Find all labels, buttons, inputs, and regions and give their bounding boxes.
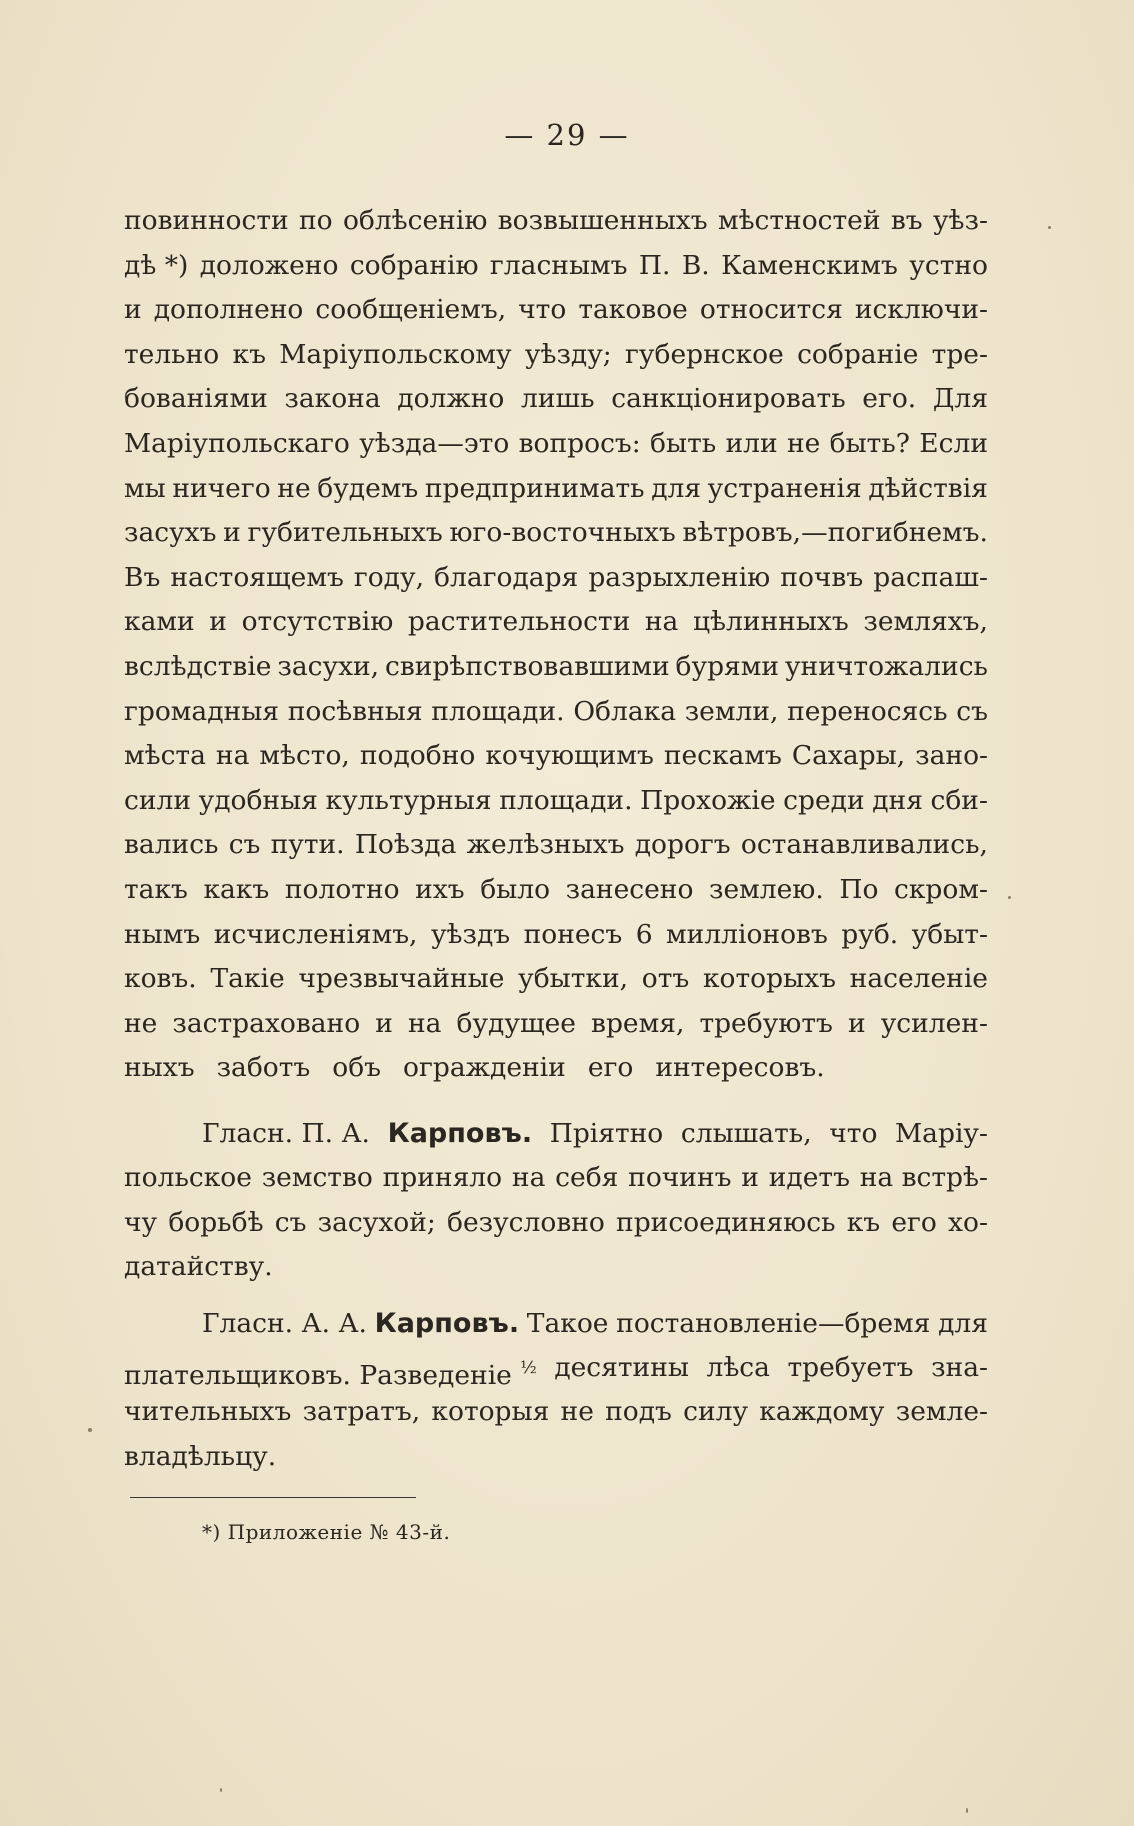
paper-speck <box>220 1788 222 1792</box>
word: мѣсто, <box>259 740 350 772</box>
word: не <box>786 428 821 459</box>
word: полотно <box>284 874 400 905</box>
word: интересовъ. <box>655 1052 825 1084</box>
word: подобно <box>359 740 476 772</box>
word: почвъ <box>780 561 864 593</box>
footnote-divider <box>130 1497 416 1498</box>
text-line <box>124 203 988 239</box>
word: не <box>124 1007 158 1039</box>
word: дополнено <box>153 294 304 326</box>
paper-speck <box>88 1428 92 1432</box>
speech2-second-line <box>124 1350 988 1394</box>
text-line <box>124 738 988 774</box>
word: сообщеніемъ, <box>315 294 507 326</box>
word: устно <box>909 249 988 281</box>
word: уѣзду; <box>524 338 612 370</box>
word: Такое <box>526 1308 609 1339</box>
word: ковъ. <box>124 963 197 995</box>
text-line <box>124 917 988 953</box>
word: относится <box>699 294 843 326</box>
word: и <box>223 517 241 549</box>
word: уничтожались <box>784 651 988 682</box>
text-line <box>124 1205 988 1241</box>
word: доложено <box>199 249 339 281</box>
word: застраховано <box>172 1007 361 1039</box>
word: ками <box>124 606 195 638</box>
word: засухъ <box>124 517 217 549</box>
word: Каменскимъ <box>721 249 898 281</box>
word: Такіе <box>210 963 285 995</box>
word: санкціонировать <box>611 383 846 415</box>
word: такъ <box>124 874 188 905</box>
word: Въ <box>124 561 161 593</box>
word: среди <box>783 784 865 816</box>
paper-speck <box>1048 226 1051 229</box>
word: уѣз- <box>932 205 988 236</box>
word: съ <box>274 1206 307 1238</box>
word: бурями <box>675 651 780 682</box>
word: пути. <box>270 829 345 861</box>
word: Для <box>932 383 988 415</box>
word: земство <box>261 1162 373 1193</box>
text-line <box>124 783 988 819</box>
word: будущее <box>456 1007 576 1039</box>
word: тельно <box>124 338 220 370</box>
word: году, <box>353 561 425 593</box>
word: П. <box>638 249 671 281</box>
word: на <box>644 606 679 638</box>
word: убытки, <box>518 963 629 995</box>
word: облѣсенію <box>342 205 488 236</box>
word: мѣста <box>124 740 206 772</box>
word: лишь <box>521 383 595 415</box>
speech2-speaker: Карповъ. <box>374 1308 520 1339</box>
word: культурныя <box>325 784 492 816</box>
word: слышать, <box>680 1118 812 1149</box>
word: по <box>298 205 333 236</box>
word: усилен- <box>880 1007 988 1039</box>
word: собраніе <box>797 338 919 370</box>
text-line <box>124 292 988 328</box>
word: удобныя <box>198 784 318 816</box>
word: 6 <box>635 918 653 950</box>
word: чительныхъ <box>124 1396 292 1427</box>
word: или <box>725 428 778 459</box>
word: землею. <box>709 874 824 905</box>
word: ихъ <box>415 874 465 905</box>
word: и <box>741 1162 759 1193</box>
word: закона <box>284 383 381 415</box>
word: отсутствію <box>241 606 394 638</box>
word: требуютъ <box>699 1007 833 1039</box>
text-line <box>124 337 988 373</box>
word: себя <box>555 1162 619 1193</box>
speech1-speaker: Карповъ. <box>387 1118 533 1149</box>
word: объ <box>332 1052 382 1084</box>
word: десятины <box>554 1352 689 1383</box>
word: съ <box>228 829 261 861</box>
word: должно <box>397 383 505 415</box>
word: лѣса <box>706 1352 770 1383</box>
word: губительныхъ <box>247 517 443 549</box>
word: вались <box>124 829 219 861</box>
word: гласнымъ <box>489 249 628 281</box>
word: отъ <box>641 963 690 995</box>
text-line <box>124 381 988 417</box>
paper-speck <box>966 1808 968 1813</box>
word: хо- <box>948 1206 988 1238</box>
word: Пріятно <box>549 1118 664 1149</box>
text-line <box>124 1439 988 1475</box>
word: быть? <box>829 428 910 459</box>
text-line <box>124 1249 988 1285</box>
word: бованіями <box>124 383 268 415</box>
text-line <box>124 961 988 997</box>
word: какъ <box>203 874 270 905</box>
word: возвышенныхъ <box>497 205 708 236</box>
word: нымъ <box>124 918 201 950</box>
word: присоединяюсь <box>616 1206 836 1238</box>
word: время, <box>591 1007 685 1039</box>
word: и <box>375 1007 393 1039</box>
word: силу <box>683 1396 749 1427</box>
word: быть <box>650 428 717 459</box>
word: Маріупольскаго <box>124 428 350 459</box>
word: разрыхленію <box>588 561 771 593</box>
word: его <box>891 1206 937 1238</box>
word: ничего <box>172 472 271 504</box>
word: предпринимать <box>424 472 645 504</box>
word: желѣзныхъ <box>466 829 625 861</box>
text-line <box>124 1006 988 1042</box>
word: площади. <box>499 784 633 816</box>
word: безусловно <box>447 1206 605 1238</box>
word: его <box>587 1052 634 1084</box>
word: Облака <box>573 695 676 727</box>
word: на встрѣ- <box>859 1162 988 1193</box>
word: дѣ *) <box>124 249 189 281</box>
word: чрезвычайные <box>298 963 505 995</box>
word: исчисленіямъ, <box>213 918 418 950</box>
word: переносясь <box>787 695 948 727</box>
text-line <box>124 872 988 908</box>
word: съ <box>956 695 988 727</box>
word: будемъ <box>317 472 419 504</box>
word: милліоновъ <box>666 918 828 950</box>
word: тре- <box>931 338 988 370</box>
word: мѣстностей <box>717 205 881 236</box>
word: Сахары, <box>791 740 906 772</box>
word: понесъ <box>523 918 623 950</box>
word: зано- <box>915 740 988 772</box>
word: собранію <box>349 249 479 281</box>
word: идетъ <box>768 1162 850 1193</box>
word: заботъ <box>216 1052 311 1084</box>
footnote: *) Приложеніе № 43-й. <box>202 1520 451 1544</box>
word: Маріупольскому <box>279 338 512 370</box>
word: что <box>518 294 567 326</box>
word: которыя <box>431 1396 550 1427</box>
word: на <box>407 1007 442 1039</box>
word: которыхъ <box>702 963 836 995</box>
text-line <box>124 248 988 284</box>
word: датайству. <box>124 1251 273 1282</box>
word: на <box>215 740 250 772</box>
text-line <box>124 827 988 863</box>
word: постановленіе—бремя <box>616 1308 931 1339</box>
word: уѣздъ <box>430 918 511 950</box>
word: для <box>651 472 702 504</box>
text-line <box>124 560 988 596</box>
word: для <box>938 1308 988 1339</box>
word: владѣльцу. <box>124 1440 277 1472</box>
word: громадныя <box>124 695 280 727</box>
text-line <box>124 515 988 551</box>
word: дня <box>872 784 923 816</box>
word: требуетъ <box>787 1352 914 1383</box>
word: польское <box>124 1162 252 1193</box>
word: уѣзда—это <box>359 428 510 459</box>
text-line <box>124 604 988 640</box>
word: сили <box>124 784 192 816</box>
word: Поѣзда <box>354 829 457 861</box>
word: плательщиковъ. Разведеніе <box>124 1360 512 1391</box>
word: земляхъ, <box>863 606 988 638</box>
speech2-line2-start <box>124 1350 537 1394</box>
word: убыт- <box>911 918 988 950</box>
word: не <box>277 472 311 504</box>
text-line <box>124 1050 988 1086</box>
word: къ <box>232 338 266 370</box>
word: мы <box>124 472 166 504</box>
word: руб. <box>841 918 899 950</box>
word: скром- <box>894 874 988 905</box>
word: огражденіи <box>403 1052 566 1084</box>
word: устраненія <box>707 472 862 504</box>
word: его. <box>862 383 917 415</box>
text-line <box>124 694 988 730</box>
word: чу <box>124 1206 158 1238</box>
speech1-first-line <box>124 1116 988 1152</box>
word: починъ <box>628 1162 732 1193</box>
text-line <box>124 649 988 685</box>
word: приняло <box>382 1162 503 1193</box>
word: что <box>829 1118 878 1149</box>
text-line <box>124 426 988 462</box>
speech2-first-line <box>124 1306 988 1342</box>
word: площади. <box>431 695 565 727</box>
word: вѣтровъ,—погибнемъ. <box>682 517 988 549</box>
word: Прохожіе <box>640 784 776 816</box>
word: цѣлинныхъ <box>693 606 849 638</box>
speech2-prefix: Гласн. А. А. <box>202 1308 367 1339</box>
word: растительности <box>407 606 631 638</box>
word: въ <box>890 205 923 236</box>
word: борьбѣ <box>168 1206 264 1238</box>
word: кочующимъ <box>485 740 654 772</box>
word: останавливались, <box>740 829 988 861</box>
word: каждому <box>759 1396 885 1427</box>
word: земле- <box>895 1396 988 1427</box>
page-number: — 29 — <box>504 118 630 152</box>
word: пескамъ <box>663 740 782 772</box>
word: настоящемъ <box>170 561 344 593</box>
word: подъ <box>605 1396 672 1427</box>
word: было <box>480 874 551 905</box>
word: Маріу- <box>895 1118 988 1149</box>
word: свирѣпствовавшими <box>385 651 670 682</box>
word: повинности <box>124 205 289 236</box>
word: и <box>847 1007 866 1039</box>
word: занесено <box>565 874 694 905</box>
word: земли, <box>684 695 779 727</box>
paper-speck <box>1008 896 1011 899</box>
text-line <box>124 1160 988 1196</box>
word: засухи, <box>277 651 380 682</box>
speech1-prefix: Гласн. П. А. <box>202 1118 370 1149</box>
word: посѣвныя <box>287 695 423 727</box>
word: сби- <box>930 784 988 816</box>
word: къ <box>846 1206 881 1238</box>
word: затратъ, <box>302 1396 421 1427</box>
word: на <box>511 1162 546 1193</box>
word: ныхъ <box>124 1052 195 1084</box>
word: дорогъ <box>634 829 731 861</box>
word: населеніе <box>849 963 988 995</box>
word: и <box>209 606 227 638</box>
word: вслѣдствіе <box>124 651 272 682</box>
word: распаш- <box>873 561 988 593</box>
fraction: ½ <box>520 1358 537 1378</box>
word: губернское <box>625 338 784 370</box>
word: таковое <box>578 294 688 326</box>
word: зна- <box>931 1352 988 1383</box>
word: В. <box>681 249 710 281</box>
word: не <box>560 1396 594 1427</box>
text-line <box>124 471 988 507</box>
word: исключи- <box>854 294 988 326</box>
word: Если <box>919 428 988 459</box>
word: благодаря <box>434 561 579 593</box>
word: и <box>124 294 142 326</box>
word: засухой; <box>317 1206 436 1238</box>
word: дѣйствія <box>868 472 988 504</box>
word: юго-восточныхъ <box>449 517 676 549</box>
text-line <box>124 1394 988 1430</box>
word: По <box>839 874 879 905</box>
word: вопросъ: <box>518 428 641 459</box>
